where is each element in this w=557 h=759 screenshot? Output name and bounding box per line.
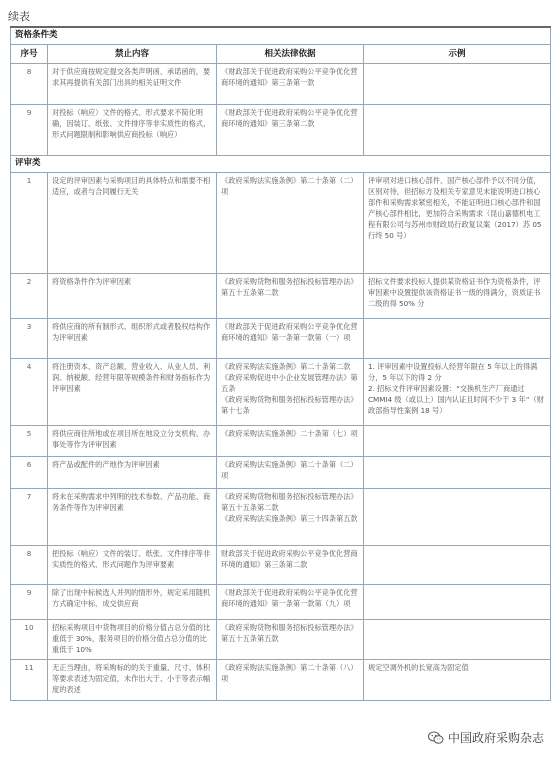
row-number: 9 [11, 105, 48, 156]
section-title-qualification: 资格条件类 [11, 27, 551, 45]
continued-label: 续表 [8, 10, 30, 23]
row-basis: 《政府采购法实施条例》第二十条第（八）项 [217, 660, 364, 701]
row-content: 将供应商住所地或在项目所在地设立分支机构、办事处等作为评审因素 [48, 426, 217, 457]
row-number: 1 [11, 173, 48, 274]
row-number: 8 [11, 64, 48, 105]
row-basis: 《政府采购法实施条例》第二十条第（二）项 [217, 457, 364, 489]
row-basis: 财政部关于促进政府采购公平竞争优化营商环境的通知》第三条第二款 [217, 546, 364, 585]
row-example: 1. 评审因素中设置投标人经营年限在 5 年以上的得满分，5 年以下的得 2 分 2. 招标文件评审因素设置：“交换机生产厂商通过 CMMI4 级（或以上）国内认证且时间不少于 3 年”（财政部指导性案例 18 号） [364, 359, 551, 426]
table-row [11, 660, 551, 701]
table-row [11, 319, 551, 359]
row-example [364, 105, 551, 156]
row-number: 3 [11, 319, 48, 359]
header-example: 示例 [364, 45, 551, 64]
row-basis: 《财政部关于促进政府采购公平竞争优化营商环境的通知》第一条第一款第（一）项 [217, 319, 364, 359]
row-example [364, 620, 551, 660]
row-content: 设定的评审因素与采购项目的具体特点和需要不相适应，或者与合同履行无关 [48, 173, 217, 274]
table-row [11, 489, 551, 546]
row-basis: 《政府采购货物和服务招标投标管理办法》第五十五条第二款 [217, 274, 364, 319]
row-example: 规定空调外机的长宽高为固定值 [364, 660, 551, 701]
row-content: 将供应商的所有制形式、组织形式或者股权结构作为评审因素 [48, 319, 217, 359]
header-basis: 相关法律依据 [217, 45, 364, 64]
row-example: 评审项对进口核心部件、国产核心部件予以不同分值，区别对待，但招标方及相关专家意见未能说明进口核心部件和采购需求紧密相关，不能证明进口核心部件和国产核心部件相比，更加符合采购需求（昆山嘉德机电工程有限公司与苏州市财政局行政复议案（2017）苏 05 行终 50 号） [364, 173, 551, 274]
row-basis: 《财政部关于促进政府采购公平竞争优化营商环境的通知》第三条第一款 [217, 64, 364, 105]
table-row [11, 620, 551, 660]
table-row [11, 546, 551, 585]
row-content: 对于供应商按规定提交各类声明函、承诺函的，要求其再提供有关部门出具的相关证明文件 [48, 64, 217, 105]
row-content: 将产品或配件的产地作为评审因素 [48, 457, 217, 489]
header-content: 禁止内容 [48, 45, 217, 64]
table-row [11, 64, 551, 105]
row-content: 无正当理由，将采购标的的关于重量、尺寸、体积等要求表述为固定值，未作出大于、小于等表示幅度的表述 [48, 660, 217, 701]
header-no: 序号 [11, 45, 48, 64]
row-basis: 《政府采购法实施条例》二十条第（七）项 [217, 426, 364, 457]
row-example [364, 426, 551, 457]
row-content: 对投标（响应）文件的格式、形式要求不简化明确，因装订、纸张、文件排序等非实质性的格式、形式问题限制和影响供应商投标（响应） [48, 105, 217, 156]
row-basis: 《财政部关于促进政府采购公平竞争优化营商环境的通知》第三条第二款 [217, 105, 364, 156]
table-row [11, 105, 551, 156]
row-content: 把投标（响应）文件的装订、纸张、文件排序等非实质性的格式、形式问题作为评审要素 [48, 546, 217, 585]
row-basis: 《财政部关于促进政府采购公平竞争优化营商环境的通知》第一条第一款第（九）项 [217, 585, 364, 620]
row-number: 11 [11, 660, 48, 701]
wechat-icon [428, 731, 444, 745]
row-basis: 《政府采购货物和服务招标投标管理办法》第五十五条第二款 《政府采购法实施条例》第三十四条第五款 [217, 489, 364, 546]
prohibited-content-table [10, 26, 551, 701]
table-row [11, 457, 551, 489]
row-example [364, 319, 551, 359]
row-example [364, 64, 551, 105]
table-row [11, 274, 551, 319]
row-basis: 《政府采购法实施条例》第二十条第（二）项 [217, 173, 364, 274]
row-number: 6 [11, 457, 48, 489]
section-row-qualification [11, 27, 551, 45]
row-example [364, 457, 551, 489]
row-example: 招标文件要求投标人提供某资格证书作为资格条件，评审因素中设置提供该资格证书一级的得满分，资质证书二级的得 50% 分 [364, 274, 551, 319]
table-row [11, 359, 551, 426]
row-example [364, 585, 551, 620]
row-number: 7 [11, 489, 48, 546]
table-body [11, 27, 551, 701]
row-content: 招标采购项目中货物项目的价格分值占总分值的比重低于 30%，服务项目的价格分值占总分值的比重低于 10% [48, 620, 217, 660]
row-basis: 《政府采购货物和服务招标投标管理办法》第五十五条第五款 [217, 620, 364, 660]
row-number: 2 [11, 274, 48, 319]
watermark [425, 728, 547, 747]
row-number: 10 [11, 620, 48, 660]
row-content: 将未在采购需求中列明的技术参数、产品功能、商务条件等作为评审因素 [48, 489, 217, 546]
row-content: 将资格条件作为评审因素 [48, 274, 217, 319]
row-number: 4 [11, 359, 48, 426]
section-row-evaluation [11, 156, 551, 173]
table-row [11, 426, 551, 457]
row-number: 8 [11, 546, 48, 585]
row-example [364, 489, 551, 546]
row-number: 9 [11, 585, 48, 620]
table-row [11, 173, 551, 274]
watermark-text: 中国政府采购杂志 [447, 731, 544, 745]
row-number: 5 [11, 426, 48, 457]
row-basis: 《政府采购法实施条例》第二十条第二款 《政府采购促进中小企业发展管理办法》第五条 《政府采购货物和服务招标投标管理办法》第十七条 [217, 359, 364, 426]
section-title-evaluation: 评审类 [11, 156, 551, 173]
table-header-row [11, 45, 551, 64]
row-content: 将注册资本、资产总额、营业收入、从业人员、利润、纳税额、经营年限等规模条件和财务指标作为评审因素 [48, 359, 217, 426]
row-content: 除了出现中标候选人并列的情形外，规定采用随机方式确定中标、成交供应商 [48, 585, 217, 620]
row-example [364, 546, 551, 585]
table-row [11, 585, 551, 620]
